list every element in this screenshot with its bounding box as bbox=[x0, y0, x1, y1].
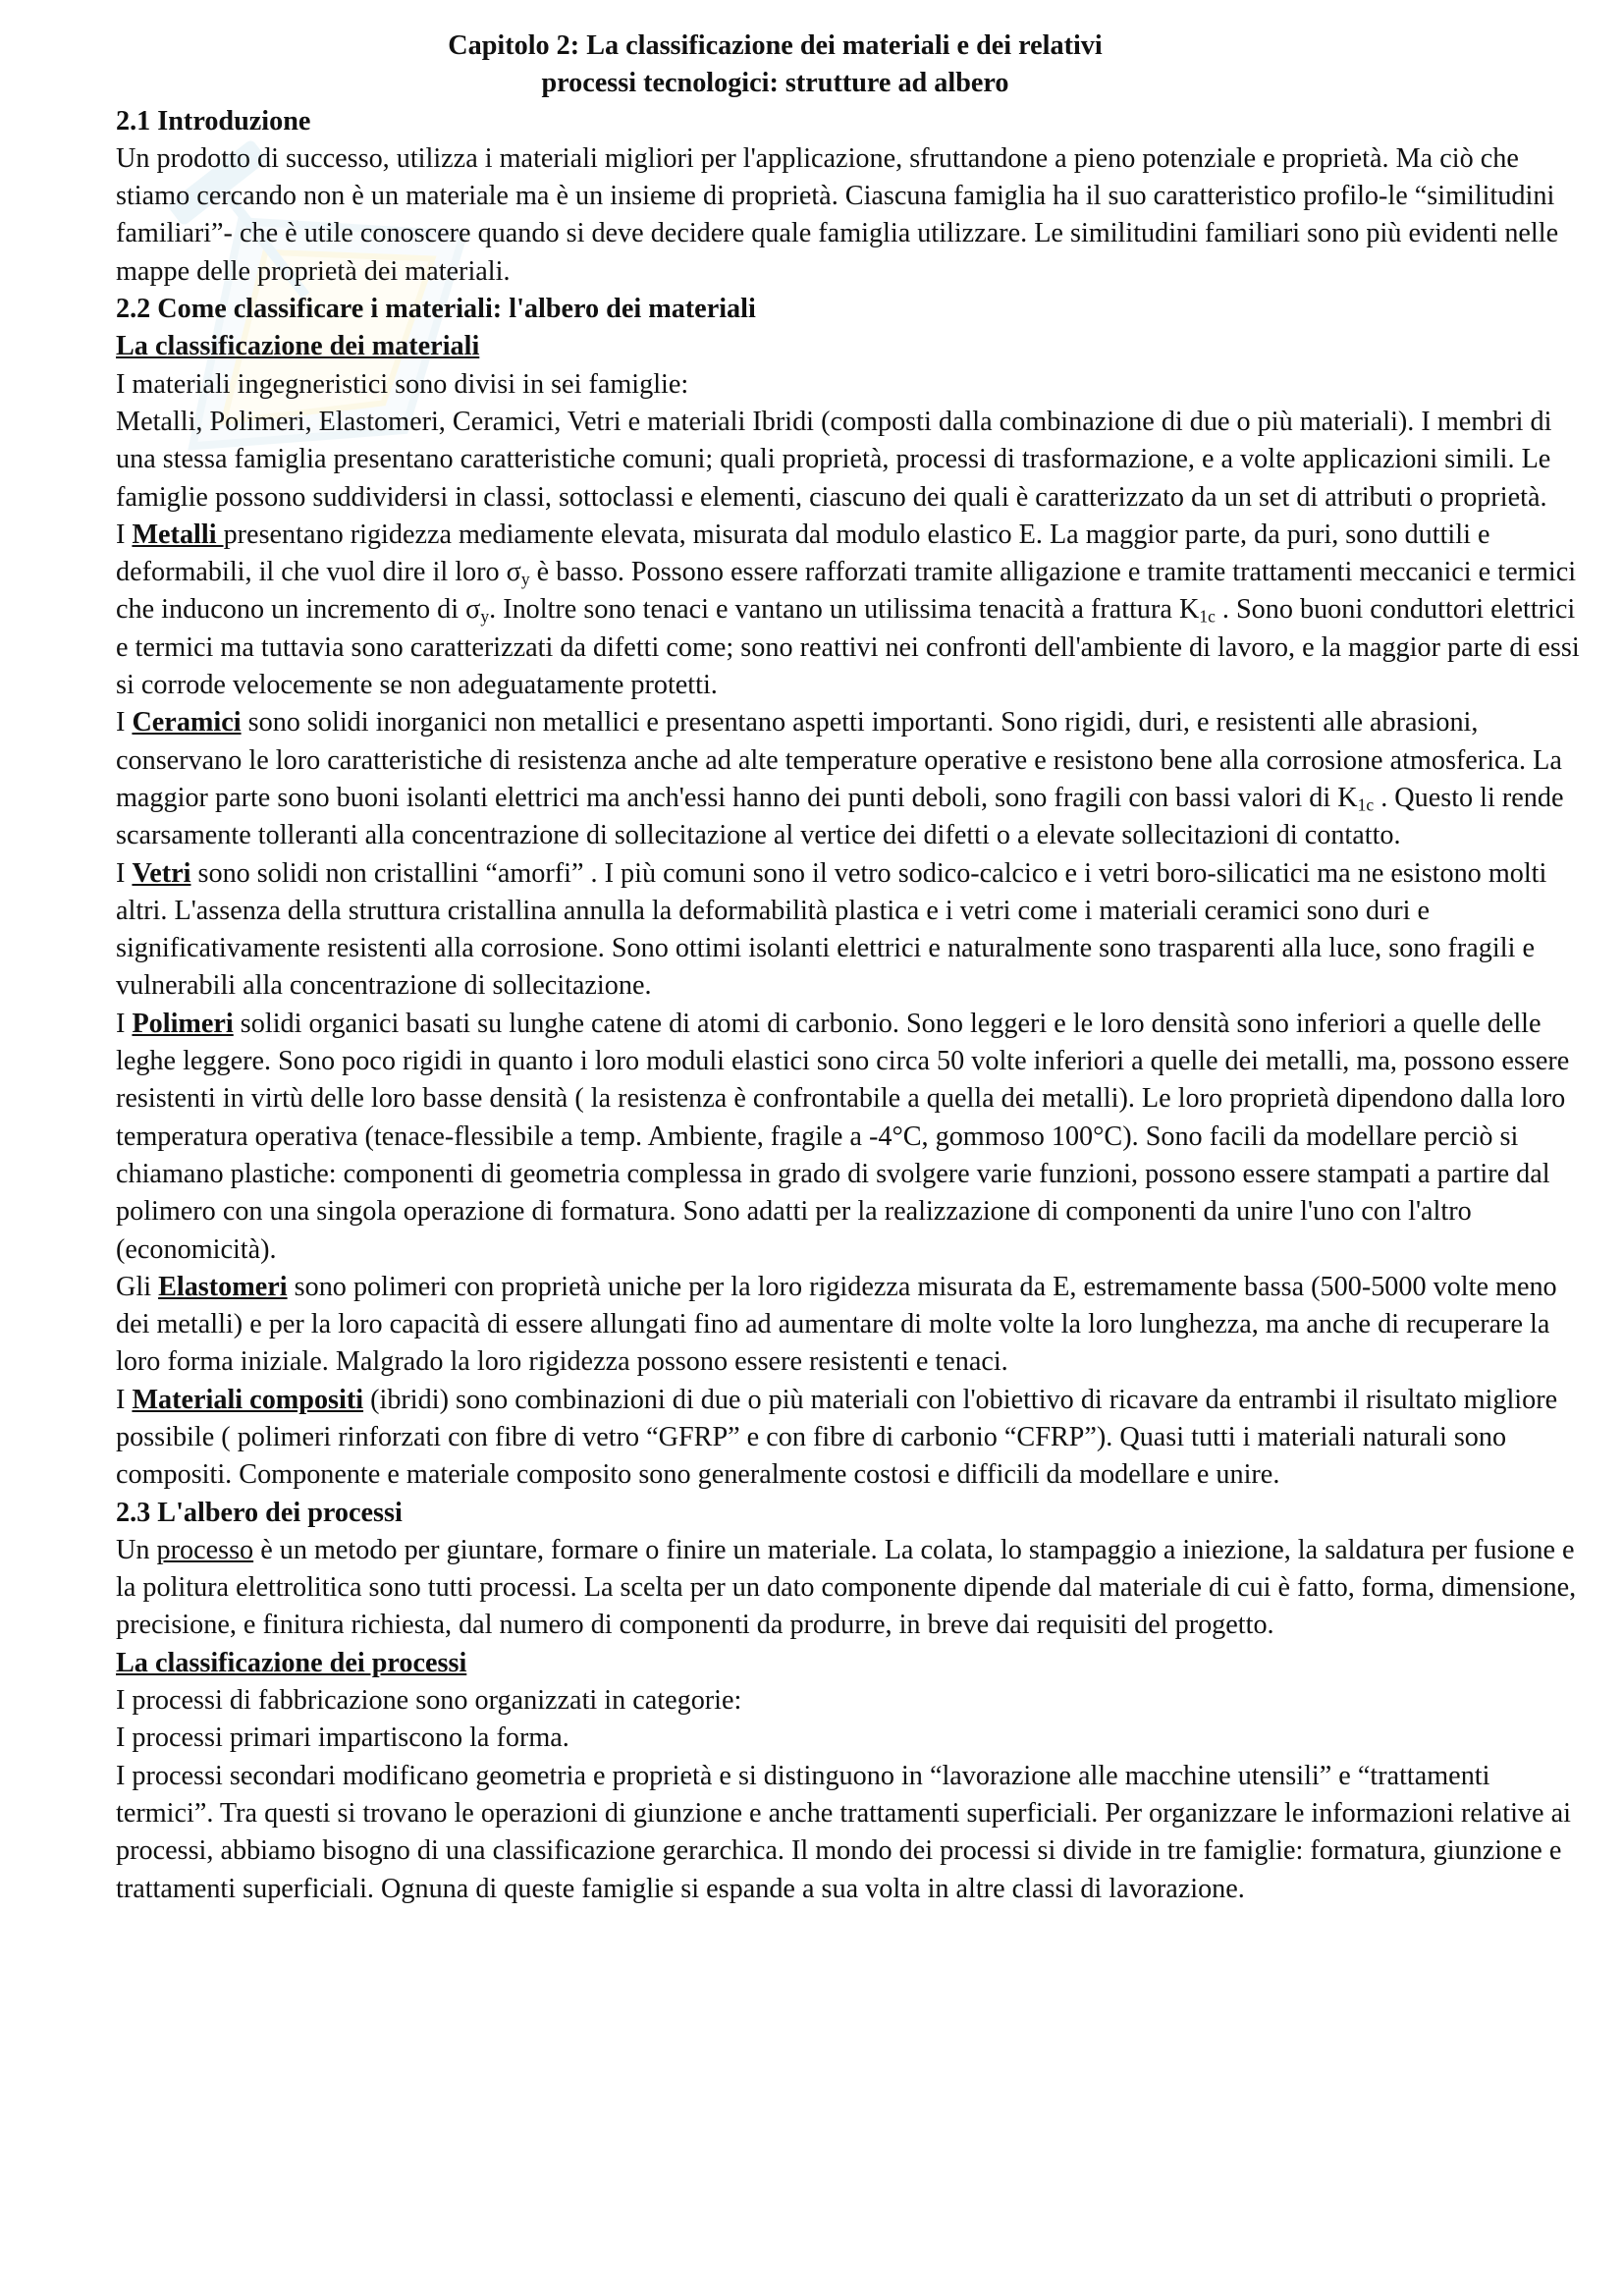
metalli-text-a: presentano rigidezza mediamente elevata, misurata dal modulo elastico E. La maggior parte, da puri, sono duttili e deformabili, il che vuol dire il loro σ bbox=[116, 519, 1490, 588]
ceramici-paragraph bbox=[116, 704, 1589, 854]
materials-classification-subheading bbox=[116, 328, 1589, 365]
processo-term: processo bbox=[156, 1534, 254, 1565]
polimeri-text: solidi organici basati su lunghe catene di atomi di carbonio. Sono leggeri e le loro densità sono inferiori a quelle delle leghe leggere. Sono poco rigidi in quanto i loro moduli elastici sono circa 50 volte inferiori a quelle dei metalli, ma, possono essere resistenti in virtù delle loro basse densità ( la resistenza è confrontabile a quella dei metalli). Le loro proprietà dipendono dalla loro temperatura operativa (tenace-flessibile a temp. Ambiente, fragile a -4°C, gommoso 100°C). Sono facili da modellare perciò si chiamano plastiche: componenti di geometria complessa in grado di svolgere varie funzioni, possono essere stampati a partire dal polimero con una singola operazione di formatura. Sono adatti per la realizzazione di componenti da unire l'uno con l'altro (economicità). bbox=[116, 1008, 1570, 1265]
ceramici-text-a: sono solidi inorganici non metallici e presentano aspetti importanti. Sono rigidi, duri, e resistenti alle abrasioni, conservano le loro caratteristiche di resistenza anche ad alte temperature operative e resistono bene alla corrosione atmosferica. La maggior parte sono buoni isolanti elettrici ma anch'essi hanno dei punti deboli, sono fragili con bassi valori di K bbox=[116, 707, 1562, 813]
metalli-sub-1: y bbox=[520, 569, 530, 589]
document-page bbox=[116, 27, 1589, 1908]
vetri-paragraph bbox=[116, 855, 1589, 1006]
metalli-pre: I bbox=[116, 519, 133, 550]
chapter-title-line-1: Capitolo 2: La classificazione dei materiali e dei relativi bbox=[448, 30, 1103, 61]
compositi-paragraph bbox=[116, 1382, 1589, 1495]
polimeri-term: Polimeri bbox=[132, 1008, 234, 1039]
ceramici-sub-1: 1c bbox=[1357, 794, 1375, 815]
materials-classification-subheading-text: La classificazione dei materiali bbox=[116, 331, 480, 362]
elastomeri-paragraph bbox=[116, 1269, 1589, 1382]
section-2-1-heading: 2.1 Introduzione bbox=[116, 105, 311, 137]
vetri-pre: I bbox=[116, 857, 133, 889]
compositi-term: Materiali compositi bbox=[132, 1384, 364, 1415]
process-classification-subheading-text: La classificazione dei processi bbox=[116, 1647, 467, 1678]
process-line-1: I processi di fabbricazione sono organizzati in categorie: bbox=[116, 1685, 742, 1717]
section-2-1-body: Un prodotto di successo, utilizza i materiali migliori per l'applicazione, sfruttandone a pieno potenziale e proprietà. Ma ciò che stiamo cercando non è un materiale ma è un insieme di proprietà. Ciascuna famiglia ha il suo caratteristico profilo-le “similitudini familiari”- che è utile conoscere quando si deve decidere quale famiglia utilizzare. Le similitudini familiari sono più evidenti nelle mappe delle proprietà dei materiali. bbox=[116, 142, 1559, 287]
compositi-pre: I bbox=[116, 1384, 133, 1415]
metalli-sub-3: 1c bbox=[1199, 606, 1216, 627]
section-2-2-heading: 2.2 Come classificare i materiali: l'albero dei materiali bbox=[116, 294, 756, 325]
processo-text: è un metodo per giuntare, formare o finire un materiale. La colata, lo stampaggio a iniezione, la saldatura per fusione e la politura elettrolitica sono tutti processi. La scelta per un dato componente dipende dal materiale di cui è fatto, forma, dimensione, precisione, e finitura richiesta, dal numero di componenti da produrre, in breve dai requisiti del progetto. bbox=[116, 1534, 1577, 1641]
metalli-text-b: è basso. Possono essere rafforzati tramite alligazione e tramite trattamenti meccanici e termici che inducono un incremento di σ bbox=[116, 557, 1577, 626]
ceramici-term: Ceramici bbox=[132, 707, 242, 738]
processo-pre: Un bbox=[116, 1534, 157, 1565]
section-2-3-heading: 2.3 L'albero dei processi bbox=[116, 1497, 403, 1528]
compositi-text: (ibridi) sono combinazioni di due o più materiali con l'obiettivo di ricavare da entrambi il risultato migliore possibile ( polimeri rinforzati con fibre di vetro “GFRP” e con fibre di carbonio “CFRP”). Quasi tutti i materiali naturali sono compositi. Componente e materiale composito sono generalmente costosi e difficili da modellare e unire. bbox=[116, 1384, 1558, 1491]
chapter-title-line-2: processi tecnologici: strutture ad albero bbox=[541, 68, 1009, 99]
elastomeri-text: sono polimeri con proprietà uniche per la loro rigidezza misurata da E, estremamente bassa (500-5000 volte meno dei metalli) e per la loro capacità di essere allungati fino ad aumentare di molte volte la loro lunghezza, ma anche di recuperare la loro forma iniziale. Malgrado la loro rigidezza possono essere resistenti e tenaci. bbox=[116, 1271, 1557, 1378]
process-line-2: I processi primari impartiscono la forma. bbox=[116, 1722, 569, 1754]
process-classification-subheading bbox=[116, 1645, 1589, 1682]
polimeri-pre: I bbox=[116, 1008, 133, 1039]
materials-intro-paragraph: Metalli, Polimeri, Elastomeri, Ceramici, Vetri e materiali Ibridi (composti dalla combinazione di due o più materiali). I membri di una stessa famiglia presentano caratteristiche comuni; quali proprietà, processi di trasformazione, e a volte applicazioni simili. Le famiglie possono suddividersi in classi, sottoclassi e elementi, ciascuno dei quali è caratterizzato da un set di attributi o proprietà. bbox=[116, 406, 1552, 513]
vetri-text: sono solidi non cristallini “amorfi” . I più comuni sono il vetro sodico-calcico e i vetri boro-silicatici ma ne esistono molti altri. L'assenza della struttura cristallina annulla la deformabilità plastica e i vetri come i materiali ceramici sono duri e significativamente resistenti alla corrosione. Sono ottimi isolanti elettrici e naturalmente sono trasparenti alla luce, sono fragili e vulnerabili alla concentrazione di sollecitazione. bbox=[116, 857, 1547, 1002]
process-line-3: I processi secondari modificano geometria e proprietà e si distinguono in “lavorazione alle macchine utensili” e “trattamenti termici”. Tra questi si trovano le operazioni di giunzione e anche trattamenti superficiali. Per organizzare le informazioni relative ai processi, abbiamo bisogno di una classificazione gerarchica. Il mondo dei processi si divide in tre famiglie: formatura, giunzione e trattamenti superficiali. Ognuna di queste famiglie si espande a sua volta in altre classi di lavorazione. bbox=[116, 1760, 1571, 1904]
metalli-sub-2: y bbox=[480, 606, 490, 627]
elastomeri-pre: Gli bbox=[116, 1271, 159, 1302]
elastomeri-term: Elastomeri bbox=[158, 1271, 288, 1302]
materials-intro-line: I materiali ingegneristici sono divisi in sei famiglie: bbox=[116, 368, 689, 400]
chapter-title bbox=[116, 27, 1434, 103]
metalli-text-c: . Inoltre sono tenaci e vantano un utilissima tenacità a frattura K bbox=[489, 594, 1200, 626]
metalli-text-d: . Sono buoni conduttori elettrici e termici ma tuttavia sono caratterizzati da difetti come; sono reattivi nei confronti dell'ambiente di lavoro, e la maggior parte di essi si corrode velocemente se non adeguatamente protetti. bbox=[116, 594, 1580, 701]
ceramici-pre: I bbox=[116, 707, 133, 738]
ceramici-text-b: . Questo li rende scarsamente tolleranti alla concentrazione di sollecitazione al vertice dei difetti o a elevate sollecitazioni di contatto. bbox=[116, 782, 1564, 851]
metalli-paragraph bbox=[116, 517, 1589, 704]
processo-paragraph bbox=[116, 1532, 1589, 1645]
vetri-term: Vetri bbox=[132, 857, 191, 889]
polimeri-paragraph bbox=[116, 1006, 1589, 1269]
metalli-term: Metalli bbox=[132, 519, 224, 550]
